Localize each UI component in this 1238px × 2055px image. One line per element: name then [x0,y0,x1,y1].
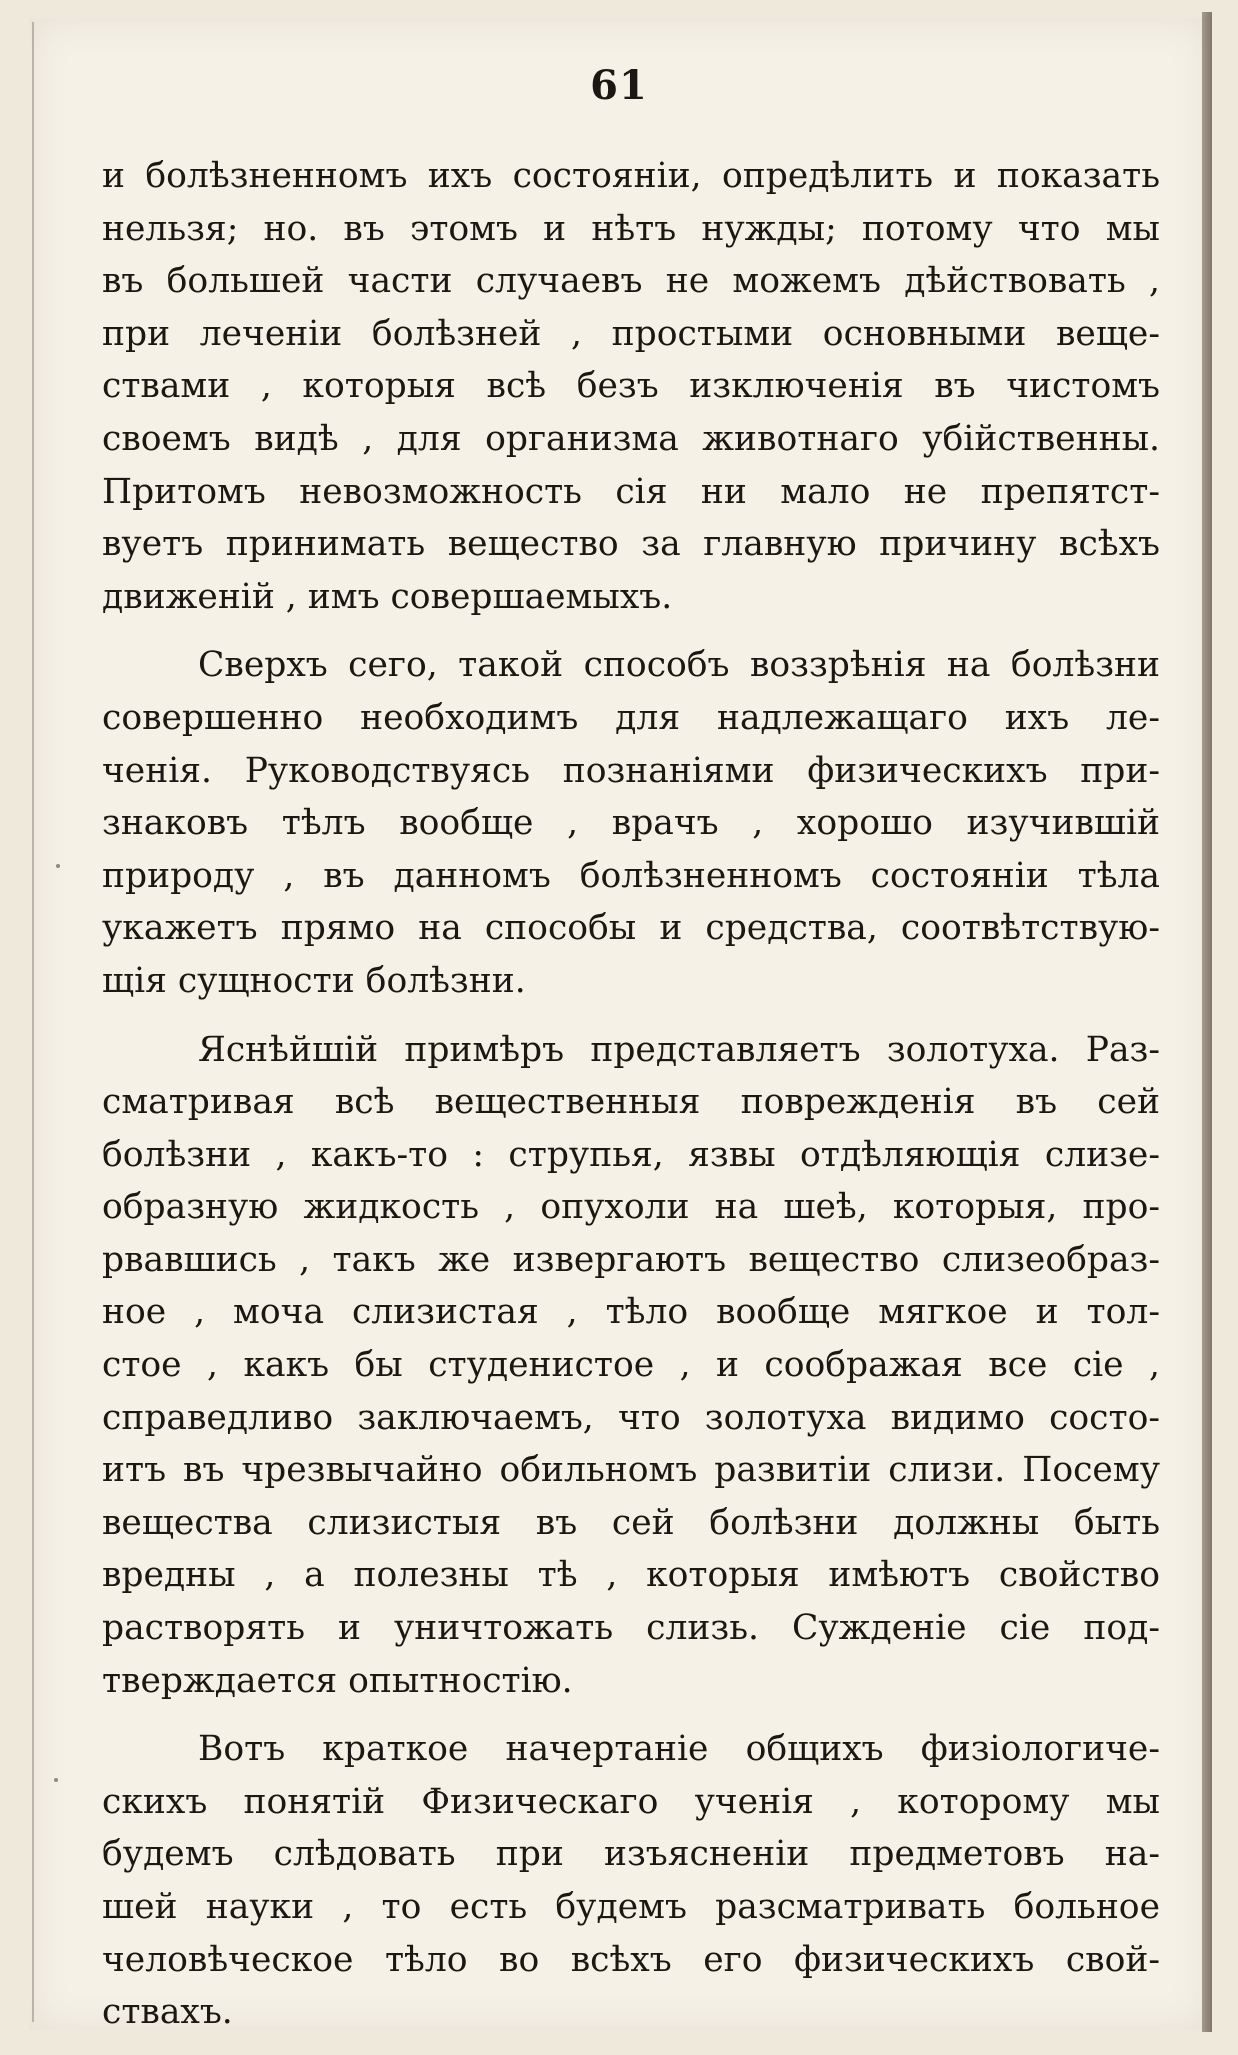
page-edge-left [32,22,34,2022]
text-line: ное , моча слизистая , тѣло вообще мягкое и тол- [102,1292,1160,1333]
page-number: 61 [590,62,648,109]
text-line: нельзя; но. въ этомъ и нѣтъ нужды; потому что мы [102,208,1160,249]
text-line: рвавшись , такъ же извергаютъ вещество слизеобраз- [102,1239,1160,1280]
text-line: и болѣзненномъ ихъ состояніи, опредѣлить и показать [102,156,1160,196]
text-line: укажетъ прямо на способы и средства, соотвѣтствую- [102,908,1160,949]
paragraph-3 [102,1024,1160,1708]
body-text [102,150,1160,2055]
text-line: образную жидкость , опухоли на шеѣ, которыя, про- [102,1187,1160,1228]
text-line: Яснѣйшій примѣръ представляетъ золотуха. Раз- [198,1029,1160,1070]
text-line: природу , въ данномъ болѣзненномъ состояніи тѣла [102,855,1160,896]
text-line: щія сущности болѣзни. [102,960,526,1001]
text-line: при леченіи болѣзней , простыми основными веще- [102,313,1160,354]
text-line: сматривая всѣ вещественныя поврежденія въ сей [102,1082,1160,1123]
text-line: вещества слизистыя въ сей болѣзни должны быть [102,1502,1160,1543]
page-edge-right [1202,12,1212,2032]
text-line: Вотъ краткое начертаніе общихъ физіологиче- [198,1729,1160,1770]
text-line: своемъ видѣ , для организма животнаго убійственны. [102,418,1160,459]
text-line: человѣческое тѣло во всѣхъ его физическихъ свой- [102,1939,1160,1980]
text-line: движеній , имъ совершаемыхъ. [102,576,673,617]
text-line: итъ въ чрезвычайно обильномъ развитіи слизи. Посему [102,1450,1160,1491]
text-line: скихъ понятій Физическаго ученія , которому мы [102,1781,1160,1822]
text-line: ствами , которыя всѣ безъ изключенія въ чистомъ [102,366,1160,407]
text-line: будемъ слѣдовать при изъясненіи предметовъ на- [102,1834,1160,1875]
text-line: болѣзни , какъ-то : струпья, язвы отдѣляющія слизе- [102,1134,1160,1175]
paper-speck [56,864,60,868]
text-line: въ большей части случаевъ не можемъ дѣйствовать , [102,261,1160,302]
text-line: Притомъ невозможность сія ни мало не препятст- [102,471,1160,512]
text-line: шей науки , то есть будемъ разсматривать больное [102,1887,1160,1927]
paragraph-4 [102,1723,1160,2039]
text-line: ченія. Руководствуясь познаніями физическихъ при- [102,750,1160,791]
paper-speck [54,1778,58,1782]
text-line: вуетъ принимать вещество за главную причину всѣхъ [102,524,1160,565]
text-line: справедливо заключаемъ, что золотуха видимо состо- [102,1397,1160,1438]
text-line: совершенно необходимъ для надлежащаго ихъ ле- [102,697,1160,738]
text-line: растворять и уничтожать слизь. Сужденіе сіе под- [102,1608,1160,1649]
text-line: стое , какъ бы студенистое , и соображая все сіе , [102,1345,1160,1386]
paragraph-1 [102,150,1160,623]
text-line: вредны , а полезны тѣ , которыя имѣютъ свойство [102,1555,1160,1596]
text-line: тверждается опытностію. [102,1660,573,1701]
text-line: знаковъ тѣлъ вообще , врачъ , хорошо изучившій [102,803,1160,844]
text-line: ствахъ. [102,1992,233,2033]
paragraph-2 [102,639,1160,1007]
text-line: Сверхъ сего, такой способъ воззрѣнія на болѣзни [198,645,1160,686]
